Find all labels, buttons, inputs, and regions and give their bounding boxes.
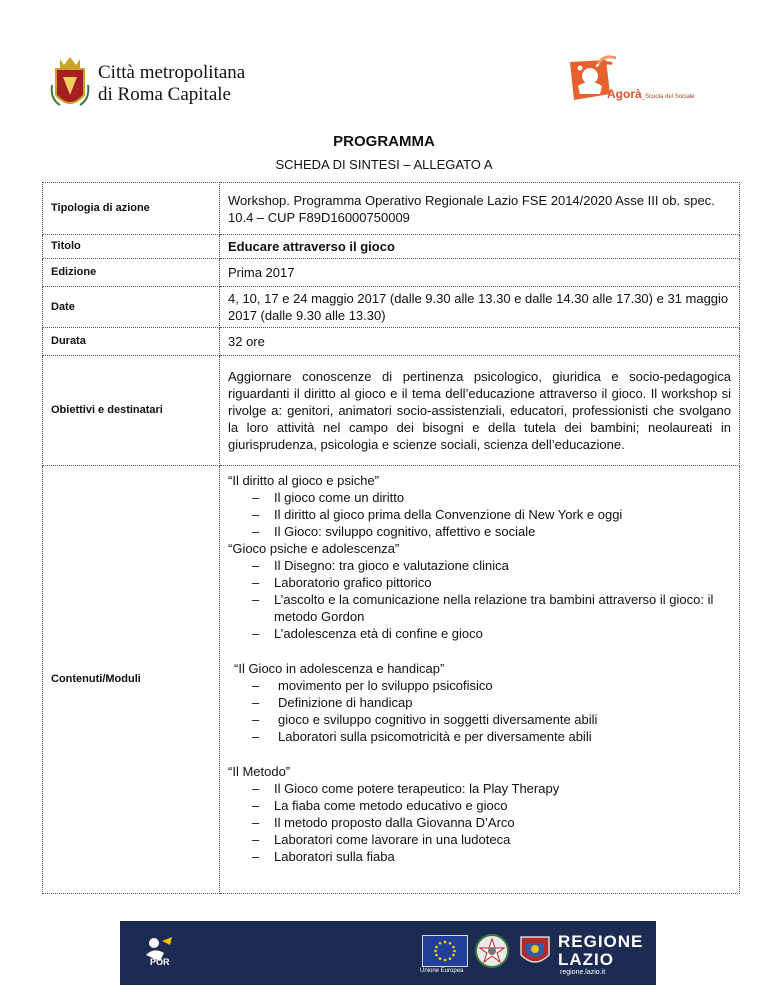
module-title: “Gioco psiche e adolescenza” xyxy=(228,541,400,556)
list-item: – Laboratori sulla fiaba xyxy=(252,848,731,865)
agora-logo xyxy=(560,52,720,114)
module xyxy=(228,540,731,642)
document-subtitle: SCHEDA DI SINTESI – ALLEGATO A xyxy=(275,157,493,172)
module-list xyxy=(228,557,731,642)
city-logo-line1: Città metropolitana xyxy=(98,62,246,83)
row-label: Obiettivi e destinatari xyxy=(43,356,220,466)
regione-line1: REGIONE xyxy=(558,932,644,951)
module xyxy=(228,472,731,540)
module-list xyxy=(228,780,731,865)
agora-subtitle: _Scuola del Sociale xyxy=(641,94,695,100)
table-row xyxy=(43,235,740,259)
list-item: – Il diritto al gioco prima della Convenzione di New York e oggi xyxy=(252,506,731,523)
regione-lazio-wordmark xyxy=(558,933,643,969)
row-value: Educare attraverso il gioco xyxy=(220,235,740,259)
list-item: – Definizione di handicap xyxy=(252,694,731,711)
eu-label: Unione Europea xyxy=(420,968,464,974)
italian-republic-emblem-icon xyxy=(474,933,510,969)
row-value: Prima 2017 xyxy=(220,259,740,287)
eu-flag-icon xyxy=(422,935,468,967)
list-item: – La fiaba come metodo educativo e gioco xyxy=(252,797,731,814)
row-value: 4, 10, 17 e 24 maggio 2017 (dalle 9.30 alle 13.30 e dalle 14.30 alle 17.30) e 31 maggio 2017 (dalle 9.30 alle 13.30) xyxy=(220,287,740,328)
city-logo-line2: di Roma Capitale xyxy=(98,84,231,105)
row-label: Contenuti/Moduli xyxy=(43,466,220,894)
row-value: 32 ore xyxy=(220,328,740,356)
row-label: Date xyxy=(43,287,220,328)
table-row xyxy=(43,356,740,466)
table-row xyxy=(43,466,740,894)
module-list xyxy=(228,489,731,540)
row-label: Tipologia di azione xyxy=(43,183,220,235)
list-item: – movimento per lo sviluppo psicofisico xyxy=(252,677,731,694)
row-label: Titolo xyxy=(43,235,220,259)
list-item: – Laboratorio grafico pittorico xyxy=(252,574,731,591)
module-list xyxy=(228,677,731,745)
table-row xyxy=(43,287,740,328)
list-item: – gioco e sviluppo cognitivo in soggetti diversamente abili xyxy=(252,711,731,728)
por-label: POR xyxy=(150,957,170,967)
city-logo xyxy=(50,48,250,120)
table-row xyxy=(43,328,740,356)
module xyxy=(228,660,731,745)
modules-cell xyxy=(220,466,740,894)
module-title: “Il Metodo” xyxy=(228,764,291,779)
module xyxy=(228,763,731,865)
footer-logo-bar xyxy=(120,921,656,985)
crest-icon xyxy=(50,55,90,113)
list-item: – L’ascolto e la comunicazione nella relazione tra bambini attraverso il gioco: il metodo Gordon xyxy=(252,591,731,625)
list-item: – Il Gioco: sviluppo cognitivo, affettivo e sociale xyxy=(252,523,731,540)
table-row xyxy=(43,183,740,235)
regione-line2: LAZIO xyxy=(558,950,614,969)
regione-lazio-emblem-icon xyxy=(518,933,552,969)
table-row xyxy=(43,259,740,287)
list-item: – Il metodo proposto dalla Giovanna D’Arco xyxy=(252,814,731,831)
list-item: – L’adolescenza età di confine e gioco xyxy=(252,625,731,642)
row-value: Aggiornare conoscenze di pertinenza psicologico, giuridica e socio-pedagogica riguardanti il diritto al gioco e il tema dell’educazione attraverso il gioco. Il workshop si rivolge a: genitori, animatori socio-assistenziali, educatori, professionisti che svolgano la loro attività nel campo dei bisogni e della tutela dei bambini; neolaureati in giurisprudenza, psicologia e scienze sociali, scienza dell’educazione. xyxy=(220,356,740,466)
agora-name: Agorà xyxy=(607,87,642,101)
module-title: “Il Gioco in adolescenza e handicap” xyxy=(234,661,445,676)
row-label: Edizione xyxy=(43,259,220,287)
document-title: PROGRAMMA xyxy=(333,133,435,150)
row-value: Workshop. Programma Operativo Regionale Lazio FSE 2014/2020 Asse III ob. spec. 10.4 – CUP F89D16000750009 xyxy=(220,183,740,235)
agora-icon xyxy=(560,52,720,114)
list-item: – Laboratori sulla psicomotricità e per diversamente abili xyxy=(252,728,731,745)
regione-url: regione.lazio.it xyxy=(560,969,606,976)
list-item: – Il Disegno: tra gioco e valutazione clinica xyxy=(252,557,731,574)
program-table xyxy=(42,182,740,894)
list-item: – Il Gioco come potere terapeutico: la Play Therapy xyxy=(252,780,731,797)
module-title: “Il diritto al gioco e psiche” xyxy=(228,473,380,488)
por-icon xyxy=(142,933,176,973)
list-item: – Laboratori come lavorare in una ludoteca xyxy=(252,831,731,848)
list-item: – Il gioco come un diritto xyxy=(252,489,731,506)
row-label: Durata xyxy=(43,328,220,356)
